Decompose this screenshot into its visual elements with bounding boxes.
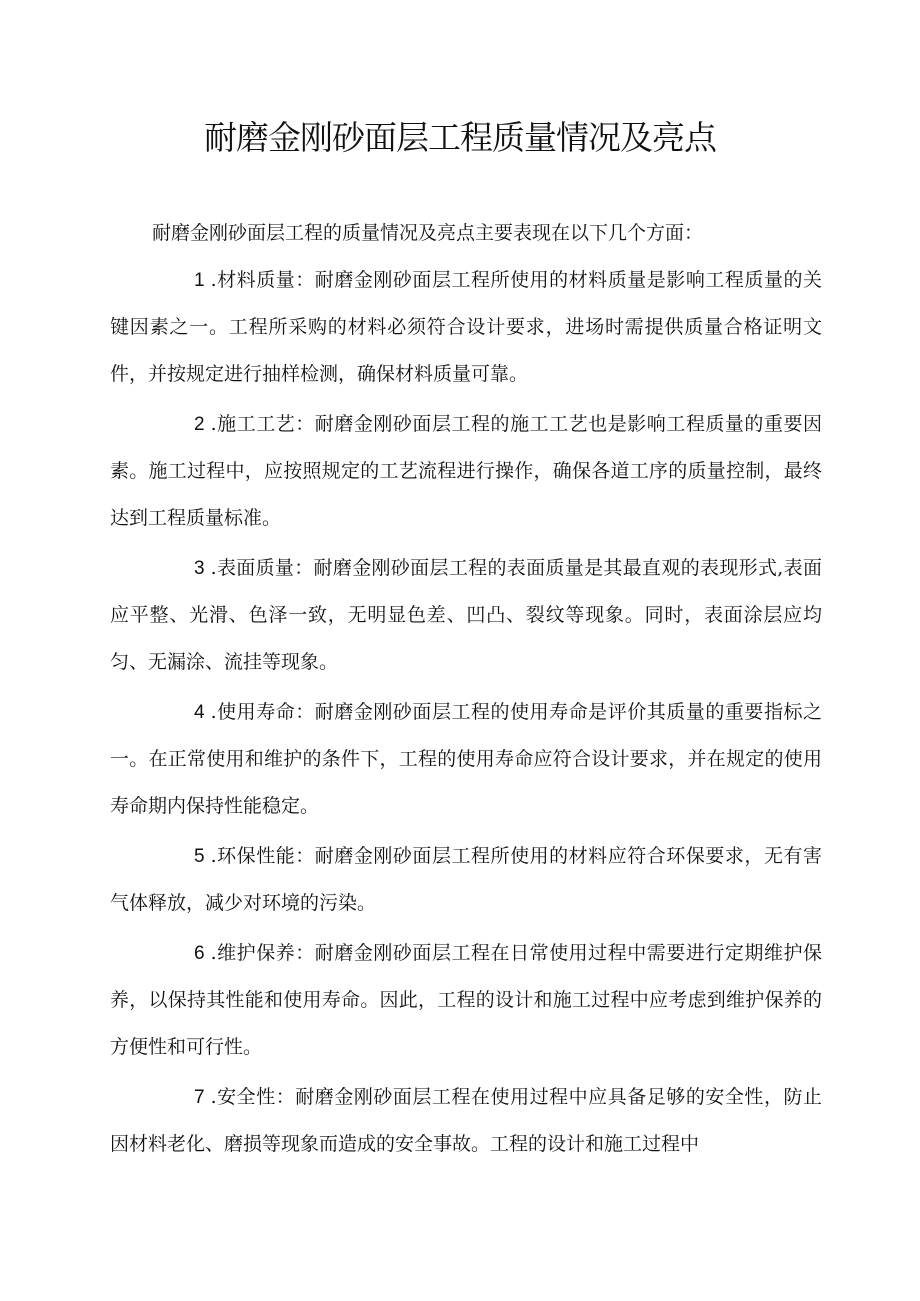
item-text: .维护保养：耐磨金刚砂面层工程在日常使用过程中需要进行定期维护保养，以保持其性能和使用寿命。因此，工程的设计和施工过程中应考虑到维护保养的方便性和可行性。: [110, 942, 822, 1058]
item-text: .使用寿命：耐磨金刚砂面层工程的使用寿命是评价其质量的重要指标之一。在正常使用和维护的条件下，工程的使用寿命应符合设计要求，并在规定的使用寿命期内保持性能稳定。: [110, 701, 822, 817]
item-number: 5: [194, 846, 205, 867]
item-paragraph-4: [110, 689, 822, 830]
document-title: 耐磨金刚砂面层工程质量情况及亮点: [204, 118, 716, 157]
item-paragraph-5: [110, 833, 822, 927]
item-number: 3: [194, 558, 205, 579]
item-paragraph-6: [110, 930, 822, 1071]
item-text: .施工工艺：耐磨金刚砂面层工程的施工工艺也是影响工程质量的重要因素。施工过程中，应按照规定的工艺流程进行操作，确保各道工序的质量控制，最终达到工程质量标准。: [110, 413, 822, 529]
document-body: [110, 210, 822, 1171]
item-paragraph-3: [110, 545, 822, 686]
item-text: .表面质量：耐磨金刚砂面层工程的表面质量是其最直观的表现形式,表面应平整、光滑、色泽一致，无明显色差、凹凸、裂纹等现象。同时，表面涂层应均匀、无漏涂、流挂等现象。: [110, 557, 822, 673]
item-paragraph-1: [110, 257, 822, 398]
intro-paragraph: 耐磨金刚砂面层工程的质量情况及亮点主要表现在以下几个方面：: [152, 222, 704, 244]
item-number: 4: [194, 702, 205, 723]
item-text: .材料质量：耐磨金刚砂面层工程所使用的材料质量是影响工程质量的关键因素之一。工程所采购的材料必须符合设计要求，进场时需提供质量合格证明文件，并按规定进行抽样检测，确保材料质量可靠。: [110, 269, 822, 385]
item-number: 6: [194, 943, 205, 964]
item-text: .安全性：耐磨金刚砂面层工程在使用过程中应具备足够的安全性，防止因材料老化、磨损等现象而造成的安全事故。工程的设计和施工过程中: [110, 1086, 822, 1155]
item-paragraph-7: [110, 1074, 822, 1168]
item-number: 7: [194, 1087, 205, 1108]
item-number: 2: [194, 414, 205, 435]
item-text: .环保性能：耐磨金刚砂面层工程所使用的材料应符合环保要求，无有害气体释放，减少对环境的污染。: [110, 845, 822, 914]
item-paragraph-2: [110, 401, 822, 542]
item-number: 1: [194, 270, 205, 291]
